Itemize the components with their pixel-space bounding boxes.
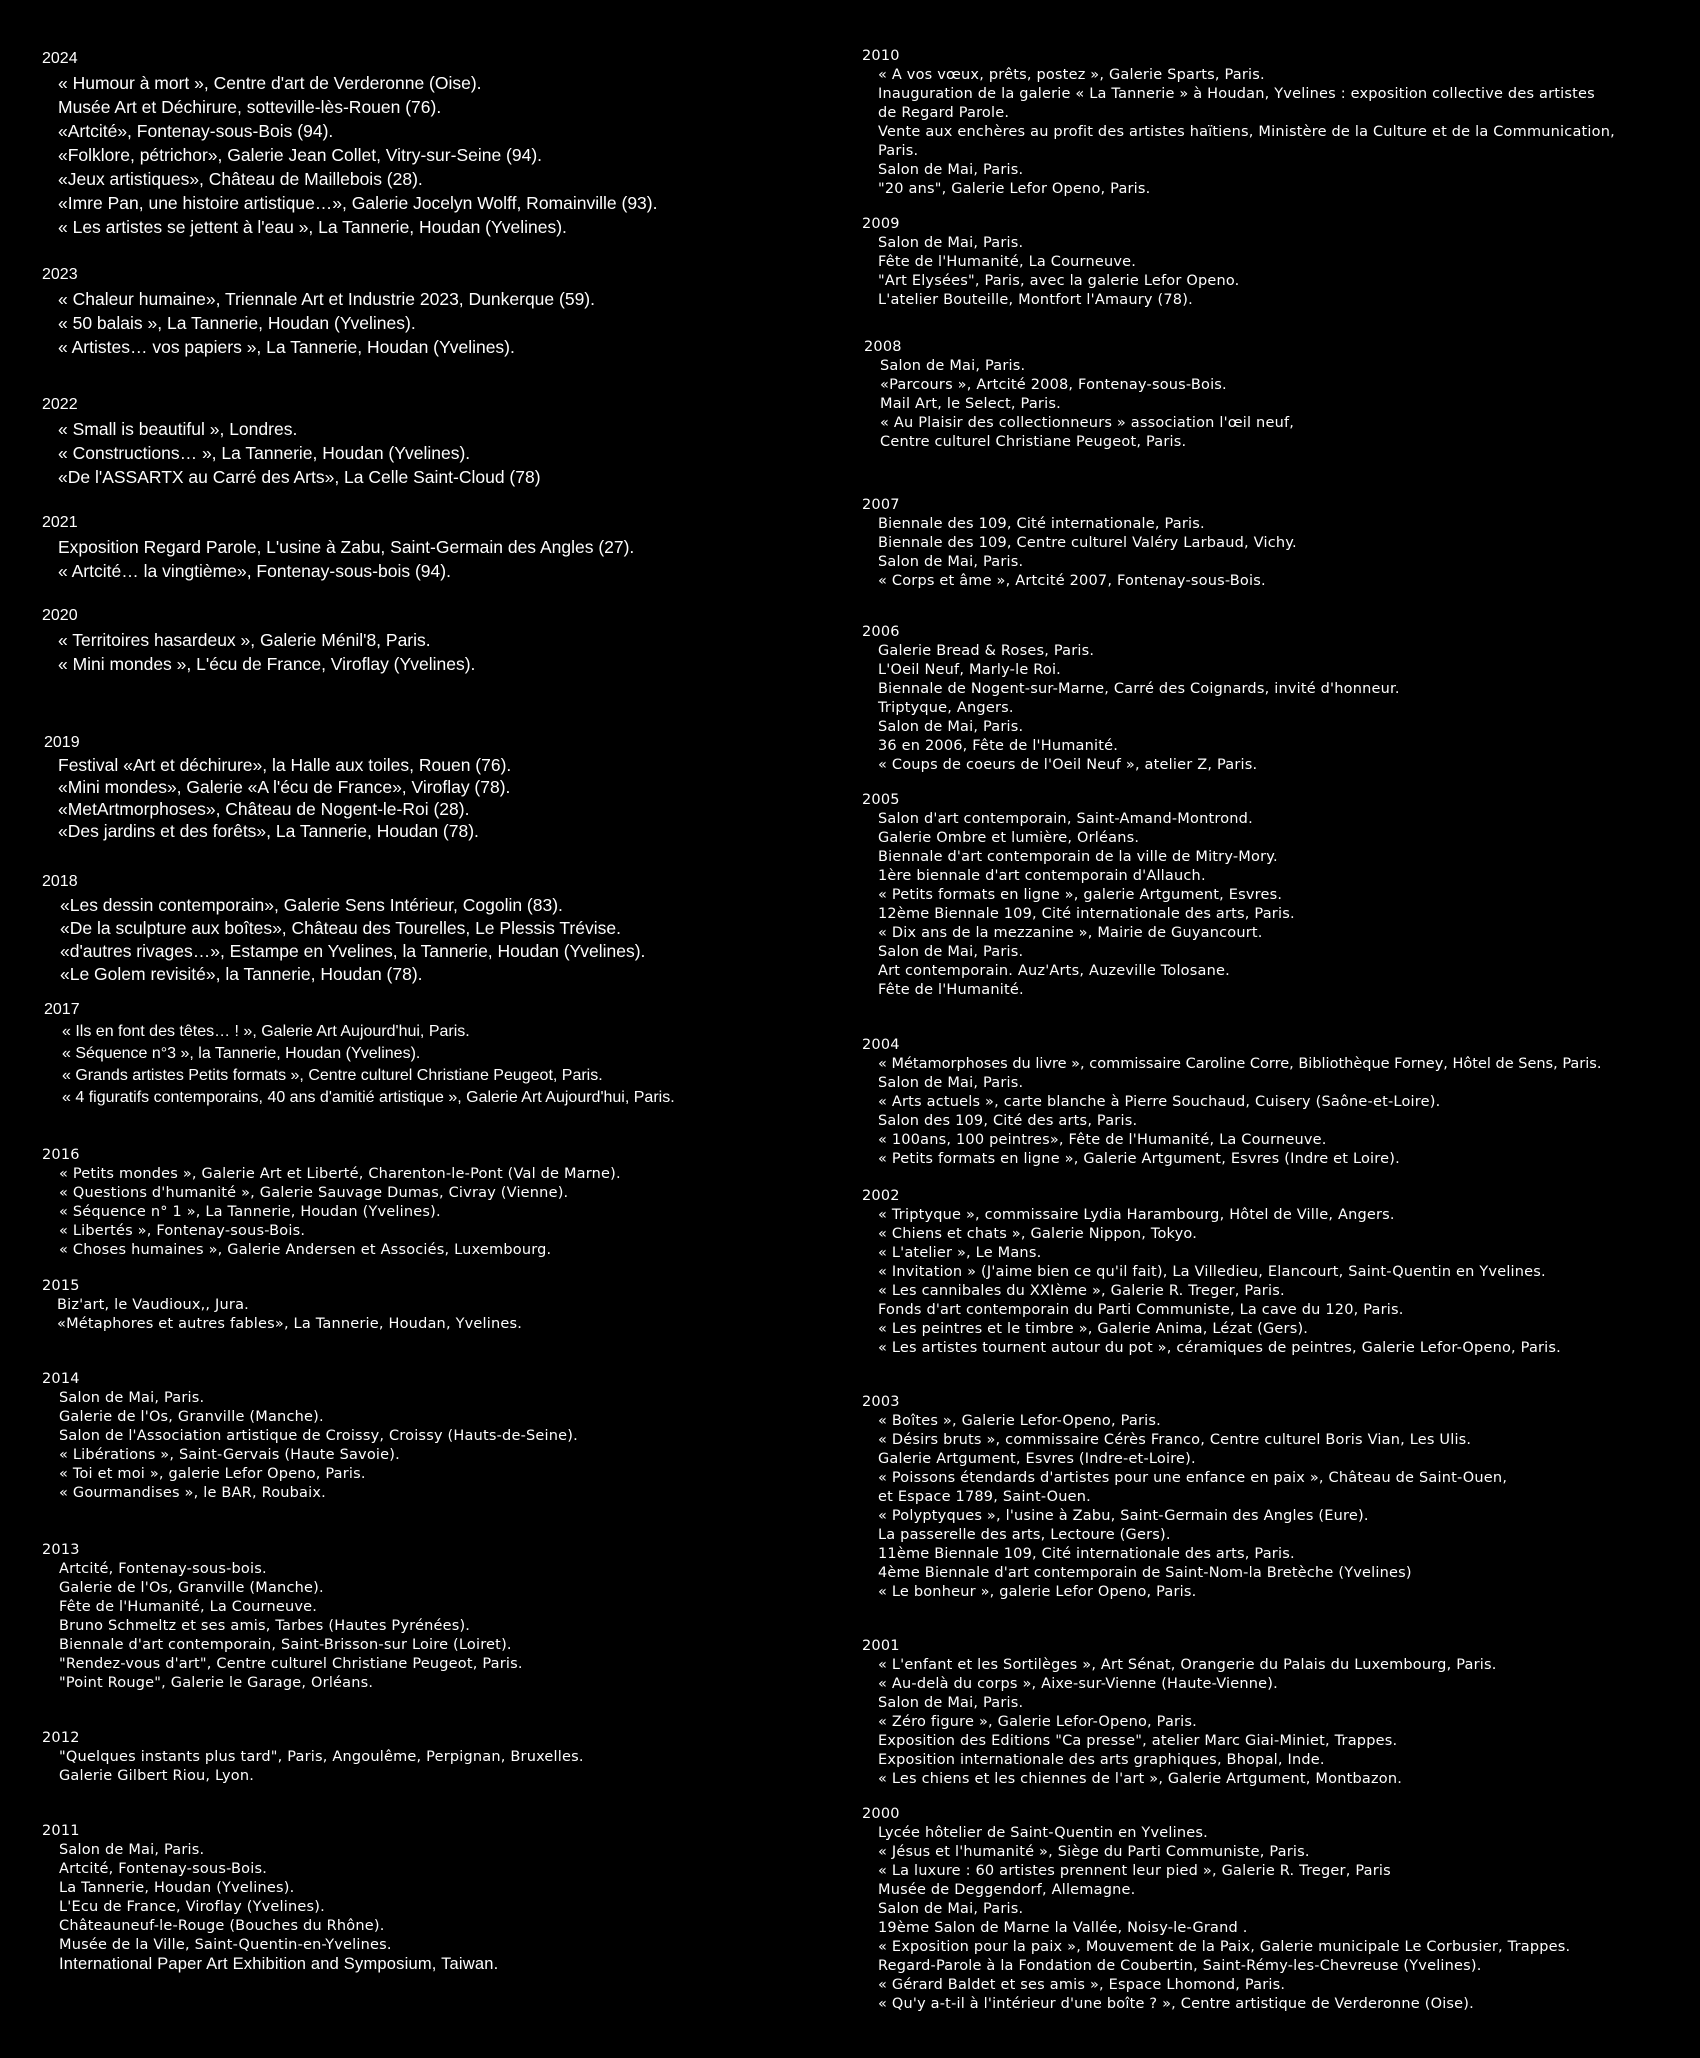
exhibition-entry: Salon de Mai, Paris. [878, 554, 1024, 570]
exhibition-entry: « Jésus et l'humanité », Siège du Parti Communiste, Paris. [878, 1844, 1310, 1860]
exhibition-entry: Galerie Bread & Roses, Paris. [878, 643, 1095, 659]
exhibition-entry: Artcité, Fontenay-sous-bois. [59, 1561, 267, 1577]
exhibition-entry: « Libertés », Fontenay-sous-Bois. [59, 1223, 306, 1239]
year-heading: 2007 [862, 497, 900, 513]
exhibition-entry: « L'enfant et les Sortilèges », Art Sénat, Orangerie du Palais du Luxembourg, Paris. [878, 1657, 1497, 1673]
exhibition-entry: International Paper Art Exhibition and Symposium, Taiwan. [59, 1955, 499, 1973]
exhibition-entry: « Séquence n°3 », la Tannerie, Houdan (Yvelines). [62, 1045, 421, 1062]
exhibition-entry: Art contemporain. Auz'Arts, Auzeville Tolosane. [878, 963, 1230, 979]
exhibition-entry: 4ème Biennale d'art contemporain de Saint-Nom-la Bretèche (Yvelines) [878, 1565, 1412, 1581]
exhibition-entry: Biennale d'art contemporain de la ville de Mitry-Mory. [878, 849, 1278, 865]
year-heading: 2006 [862, 624, 900, 640]
exhibition-entry: Lycée hôtelier de Saint-Quentin en Yvelines. [878, 1825, 1208, 1841]
exhibition-entry: Salon de Mai, Paris. [878, 1075, 1024, 1091]
exhibition-entry: de Regard Parole. [878, 105, 1010, 121]
exhibition-entry: « Au-delà du corps », Aixe-sur-Vienne (Haute-Vienne). [878, 1676, 1278, 1692]
exhibition-entry: « Au Plaisir des collectionneurs » association l'œil neuf, [880, 415, 1295, 431]
exhibition-entry: 19ème Salon de Marne la Vallée, Noisy-le-Grand . [878, 1920, 1248, 1936]
exhibition-entry: «Mini mondes», Galerie «A l'écu de France», Viroflay (78). [58, 777, 511, 797]
exhibition-entry: Salon de Mai, Paris. [878, 1901, 1024, 1917]
exhibition-entry: 12ème Biennale 109, Cité internationale des arts, Paris. [878, 906, 1295, 922]
exhibition-entry: Galerie de l'Os, Granville (Manche). [59, 1580, 324, 1596]
exhibition-entry: Biennale des 109, Centre culturel Valéry Larbaud, Vichy. [878, 535, 1297, 551]
exhibition-entry: «Des jardins et des forêts», La Tannerie, Houdan (78). [58, 821, 479, 841]
exhibition-entry: « Small is beautiful », Londres. [58, 419, 298, 439]
exhibition-entry: «Le Golem revisité», la Tannerie, Houdan (78). [60, 964, 423, 984]
exhibition-entry: « Polyptyques », l'usine à Zabu, Saint-Germain des Angles (Eure). [878, 1508, 1369, 1524]
year-heading: 2011 [42, 1823, 80, 1839]
exhibition-entry: «Parcours », Artcité 2008, Fontenay-sous-Bois. [880, 377, 1227, 393]
exhibition-entry: «d'autres rivages…», Estampe en Yvelines, la Tannerie, Houdan (Yvelines). [60, 941, 646, 961]
exhibition-entry: « Questions d'humanité », Galerie Sauvage Dumas, Civray (Vienne). [59, 1185, 569, 1201]
exhibition-entry: Salon de Mai, Paris. [878, 235, 1024, 251]
exhibition-entry: « Artistes… vos papiers », La Tannerie, Houdan (Yvelines). [58, 337, 515, 357]
exhibition-entry: Galerie de l'Os, Granville (Manche). [59, 1409, 324, 1425]
exhibition-entry: Salon de Mai, Paris. [878, 719, 1024, 735]
year-heading: 2022 [42, 396, 78, 413]
exhibition-entry: Salon d'art contemporain, Saint-Amand-Montrond. [878, 811, 1253, 827]
year-heading: 2003 [862, 1394, 900, 1410]
exhibition-entry: «MetArtmorphoses», Château de Nogent-le-Roi (28). [58, 799, 470, 819]
exhibition-entry: « Petits formats en ligne », galerie Artgument, Esvres. [878, 887, 1283, 903]
year-heading: 2009 [862, 216, 900, 232]
year-heading: 2013 [42, 1542, 80, 1558]
year-heading: 2014 [42, 1371, 80, 1387]
exhibition-entry: Galerie Ombre et lumière, Orléans. [878, 830, 1140, 846]
year-heading: 2010 [862, 48, 900, 64]
exhibition-entry: Salon de Mai, Paris. [880, 358, 1026, 374]
year-heading: 2008 [864, 339, 902, 355]
exhibition-entry: «Métaphores et autres fables», La Tannerie, Houdan, Yvelines. [57, 1316, 523, 1332]
exhibition-entry: Paris. [878, 143, 919, 159]
exhibition-entry: Biennale de Nogent-sur-Marne, Carré des Coignards, invité d'honneur. [878, 681, 1400, 697]
exhibition-entry: Artcité, Fontenay-sous-Bois. [59, 1861, 268, 1877]
exhibition-entry: « Toi et moi », galerie Lefor Openo, Paris. [59, 1466, 366, 1482]
exhibition-entry: Salon de Mai, Paris. [878, 944, 1024, 960]
exhibition-entry: « 50 balais », La Tannerie, Houdan (Yvelines). [58, 313, 416, 333]
exhibition-entry: « Exposition pour la paix », Mouvement de la Paix, Galerie municipale Le Corbusier, Trappes. [878, 1939, 1571, 1955]
exhibition-entry: Mail Art, le Select, Paris. [880, 396, 1061, 412]
year-heading: 2004 [862, 1037, 900, 1053]
exhibition-entry: L'Ecu de France, Viroflay (Yvelines). [59, 1899, 325, 1915]
exhibition-entry: Salon de Mai, Paris. [878, 1695, 1024, 1711]
exhibition-entry: Salon de Mai, Paris. [59, 1842, 205, 1858]
exhibition-entry: « Grands artistes Petits formats », Centre culturel Christiane Peugeot, Paris. [62, 1067, 603, 1084]
exhibition-entry: "Quelques instants plus tard", Paris, Angoulême, Perpignan, Bruxelles. [59, 1749, 584, 1765]
exhibition-entry: « Choses humaines », Galerie Andersen et Associés, Luxembourg. [59, 1242, 552, 1258]
exhibition-entry: « La luxure : 60 artistes prennent leur pied », Galerie R. Treger, Paris [878, 1863, 1391, 1879]
exhibition-entry: Salon de l'Association artistique de Croissy, Croissy (Hauts-de-Seine). [59, 1428, 578, 1444]
exhibition-entry: « Coups de coeurs de l'Oeil Neuf », atelier Z, Paris. [878, 757, 1258, 773]
exhibition-entry: «Jeux artistiques», Château de Maillebois (28). [58, 169, 423, 189]
exhibition-entry: Musée Art et Déchirure, sotteville-lès-Rouen (76). [58, 97, 442, 117]
year-heading: 2016 [42, 1147, 80, 1163]
exhibition-entry: Biz'art, le Vaudioux,, Jura. [57, 1297, 249, 1313]
exhibition-entry: « Zéro figure », Galerie Lefor-Openo, Paris. [878, 1714, 1197, 1730]
year-heading: 2002 [862, 1188, 900, 1204]
year-heading: 2021 [42, 514, 78, 531]
exhibition-entry: "20 ans", Galerie Lefor Openo, Paris. [878, 181, 1151, 197]
exhibition-entry: 36 en 2006, Fête de l'Humanité. [878, 738, 1119, 754]
exhibition-entry: « Arts actuels », carte blanche à Pierre Souchaud, Cuisery (Saône-et-Loire). [878, 1094, 1441, 1110]
exhibition-entry: et Espace 1789, Saint-Ouen. [878, 1489, 1091, 1505]
exhibition-entry: « Triptyque », commissaire Lydia Harambourg, Hôtel de Ville, Angers. [878, 1207, 1395, 1223]
exhibition-entry: « Corps et âme », Artcité 2007, Fontenay-sous-Bois. [878, 573, 1266, 589]
exhibition-entry: « Libérations », Saint-Gervais (Haute Savoie). [59, 1447, 400, 1463]
year-heading: 2015 [42, 1278, 80, 1294]
exhibition-entry: Galerie Artgument, Esvres (Indre-et-Loire). [878, 1451, 1196, 1467]
exhibition-entry: « 4 figuratifs contemporains, 40 ans d'amitié artistique », Galerie Art Aujourd'hui, Paris. [62, 1089, 675, 1106]
exhibition-entry: «De l'ASSARTX au Carré des Arts», La Celle Saint-Cloud (78) [58, 467, 541, 487]
exhibition-entry: "Rendez-vous d'art", Centre culturel Christiane Peugeot, Paris. [59, 1656, 523, 1672]
exhibition-entry: « A vos vœux, prêts, postez », Galerie Sparts, Paris. [878, 67, 1265, 83]
exhibition-entry: « Boîtes », Galerie Lefor-Openo, Paris. [878, 1413, 1161, 1429]
exhibition-entry: « Ils en font des têtes… ! », Galerie Art Aujourd'hui, Paris. [62, 1023, 470, 1040]
exhibition-entry: Centre culturel Christiane Peugeot, Paris. [880, 434, 1187, 450]
exhibition-entry: Regard-Parole à la Fondation de Coubertin, Saint-Rémy-les-Chevreuse (Yvelines). [878, 1958, 1482, 1974]
exhibition-entry: Fête de l'Humanité, La Courneuve. [59, 1599, 318, 1615]
exhibition-entry: La passerelle des arts, Lectoure (Gers). [878, 1527, 1171, 1543]
exhibition-entry: « Constructions… », La Tannerie, Houdan (Yvelines). [58, 443, 471, 463]
exhibition-entry: « Gourmandises », le BAR, Roubaix. [59, 1485, 326, 1501]
year-heading: 2023 [42, 266, 78, 283]
exhibition-entry: « Invitation » (J'aime bien ce qu'il fait), La Villedieu, Elancourt, Saint-Quentin en Yvelines. [878, 1264, 1546, 1280]
exhibition-entry: 1ère biennale d'art contemporain d'Allauch. [878, 868, 1206, 884]
exhibition-entry: Festival «Art et déchirure», la Halle aux toiles, Rouen (76). [58, 755, 512, 775]
exhibition-entry: « Les artistes se jettent à l'eau », La Tannerie, Houdan (Yvelines). [58, 217, 567, 237]
year-heading: 2000 [862, 1806, 900, 1822]
exhibition-entry: Musée de la Ville, Saint-Quentin-en-Yvelines. [59, 1937, 392, 1953]
exhibition-entry: « Les cannibales du XXIème », Galerie R. Treger, Paris. [878, 1283, 1285, 1299]
exhibition-entry: Exposition des Editions "Ca presse", atelier Marc Giai-Miniet, Trappes. [878, 1733, 1398, 1749]
exhibition-entry: "Art Elysées", Paris, avec la galerie Lefor Openo. [878, 273, 1240, 289]
year-heading: 2017 [44, 1001, 80, 1018]
exhibition-entry: Bruno Schmeltz et ses amis, Tarbes (Hautes Pyrénées). [59, 1618, 471, 1634]
exhibition-entry: « Dix ans de la mezzanine », Mairie de Guyancourt. [878, 925, 1263, 941]
exhibition-entry: « Chiens et chats », Galerie Nippon, Tokyo. [878, 1226, 1198, 1242]
exhibition-entry: « Mini mondes », L'écu de France, Viroflay (Yvelines). [58, 654, 476, 674]
exhibition-entry: Fonds d'art contemporain du Parti Communiste, La cave du 120, Paris. [878, 1302, 1404, 1318]
right-column [850, 0, 1700, 2058]
exhibition-entry: Châteauneuf-le-Rouge (Bouches du Rhône). [59, 1918, 385, 1934]
exhibition-entry: « Les peintres et le timbre », Galerie Anima, Lézat (Gers). [878, 1321, 1309, 1337]
year-heading: 2001 [862, 1638, 900, 1654]
exhibition-entry: « 100ans, 100 peintres», Fête de l'Humanité, La Courneuve. [878, 1132, 1327, 1148]
exhibition-entry: Salon des 109, Cité des arts, Paris. [878, 1113, 1138, 1129]
exhibition-entry: « Territoires hasardeux », Galerie Ménil'8, Paris. [58, 630, 431, 650]
exhibition-entry: «Imre Pan, une histoire artistique…», Galerie Jocelyn Wolff, Romainville (93). [58, 193, 658, 213]
exhibition-entry: Biennale des 109, Cité internationale, Paris. [878, 516, 1205, 532]
exhibition-entry: Biennale d'art contemporain, Saint-Brisson-sur Loire (Loiret). [59, 1637, 512, 1653]
exhibition-entry: Exposition internationale des arts graphiques, Bhopal, Inde. [878, 1752, 1325, 1768]
exhibition-entry: Fête de l'Humanité, La Courneuve. [878, 254, 1137, 270]
exhibition-entry: Vente aux enchères au profit des artistes haïtiens, Ministère de la Culture et de la Communication, [878, 124, 1615, 140]
year-heading: 2020 [42, 607, 78, 624]
exhibition-entry: "Point Rouge", Galerie le Garage, Orléans. [59, 1675, 374, 1691]
exhibition-entry: Triptyque, Angers. [878, 700, 1014, 716]
exhibition-entry: Salon de Mai, Paris. [878, 162, 1024, 178]
exhibition-entry: « Le bonheur », galerie Lefor Openo, Paris. [878, 1584, 1197, 1600]
exhibition-entry: «Folklore, pétrichor», Galerie Jean Collet, Vitry-sur-Seine (94). [58, 145, 543, 165]
year-heading: 2005 [862, 792, 900, 808]
exhibition-entry: « Métamorphoses du livre », commissaire Caroline Corre, Bibliothèque Forney, Hôtel de Sens, Paris. [878, 1056, 1602, 1072]
exhibition-entry: « Gérard Baldet et ses amis », Espace Lhomond, Paris. [878, 1977, 1286, 1993]
exhibition-entry: « Artcité… la vingtième», Fontenay-sous-bois (94). [58, 561, 451, 581]
exhibition-entry: L'Oeil Neuf, Marly-le Roi. [878, 662, 1061, 678]
year-heading: 2018 [42, 873, 78, 890]
year-heading: 2012 [42, 1730, 80, 1746]
exhibition-entry: « L'atelier », Le Mans. [878, 1245, 1042, 1261]
exhibition-entry: Salon de Mai, Paris. [59, 1390, 205, 1406]
exhibition-entry: Exposition Regard Parole, L'usine à Zabu, Saint-Germain des Angles (27). [58, 537, 635, 557]
exhibition-entry: « Qu'y a-t-il à l'intérieur d'une boîte ? », Centre artistique de Verderonne (Oise). [878, 1996, 1474, 2012]
exhibition-entry: « Humour à mort », Centre d'art de Verderonne (Oise). [58, 73, 482, 93]
exhibition-entry: « Séquence n° 1 », La Tannerie, Houdan (Yvelines). [59, 1204, 441, 1220]
exhibition-entry: « Désirs bruts », commissaire Cérès Franco, Centre culturel Boris Vian, Les Ulis. [878, 1432, 1472, 1448]
exhibition-entry: « Les chiens et les chiennes de l'art », Galerie Artgument, Montbazon. [878, 1771, 1403, 1787]
exhibition-entry: « Petits formats en ligne », Galerie Artgument, Esvres (Indre et Loire). [878, 1151, 1400, 1167]
year-heading: 2024 [42, 50, 78, 67]
exhibition-entry: Fête de l'Humanité. [878, 982, 1024, 998]
exhibition-entry: La Tannerie, Houdan (Yvelines). [59, 1880, 295, 1896]
exhibition-entry: Inauguration de la galerie « La Tannerie » à Houdan, Yvelines : exposition collective des artistes [878, 86, 1595, 102]
exhibition-entry: «Les dessin contemporain», Galerie Sens Intérieur, Cogolin (83). [60, 895, 563, 915]
year-heading: 2019 [44, 734, 80, 751]
exhibition-entry: Musée de Deggendorf, Allemagne. [878, 1882, 1136, 1898]
exhibition-entry: L'atelier Bouteille, Montfort l'Amaury (78). [878, 292, 1193, 308]
exhibition-entry: « Petits mondes », Galerie Art et Liberté, Charenton-le-Pont (Val de Marne). [59, 1166, 621, 1182]
exhibition-entry: «Artcité», Fontenay-sous-Bois (94). [58, 121, 334, 141]
exhibition-entry: « Poissons étendards d'artistes pour une enfance en paix », Château de Saint-Ouen, [878, 1470, 1508, 1486]
exhibition-entry: «De la sculpture aux boîtes», Château des Tourelles, Le Plessis Trévise. [60, 918, 621, 938]
exhibition-entry: Galerie Gilbert Riou, Lyon. [59, 1768, 255, 1784]
exhibition-entry: 11ème Biennale 109, Cité internationale des arts, Paris. [878, 1546, 1295, 1562]
exhibition-entry: « Chaleur humaine», Triennale Art et Industrie 2023, Dunkerque (59). [58, 289, 595, 309]
exhibition-entry: « Les artistes tournent autour du pot », céramiques de peintres, Galerie Lefor-Openo, Paris. [878, 1340, 1561, 1356]
